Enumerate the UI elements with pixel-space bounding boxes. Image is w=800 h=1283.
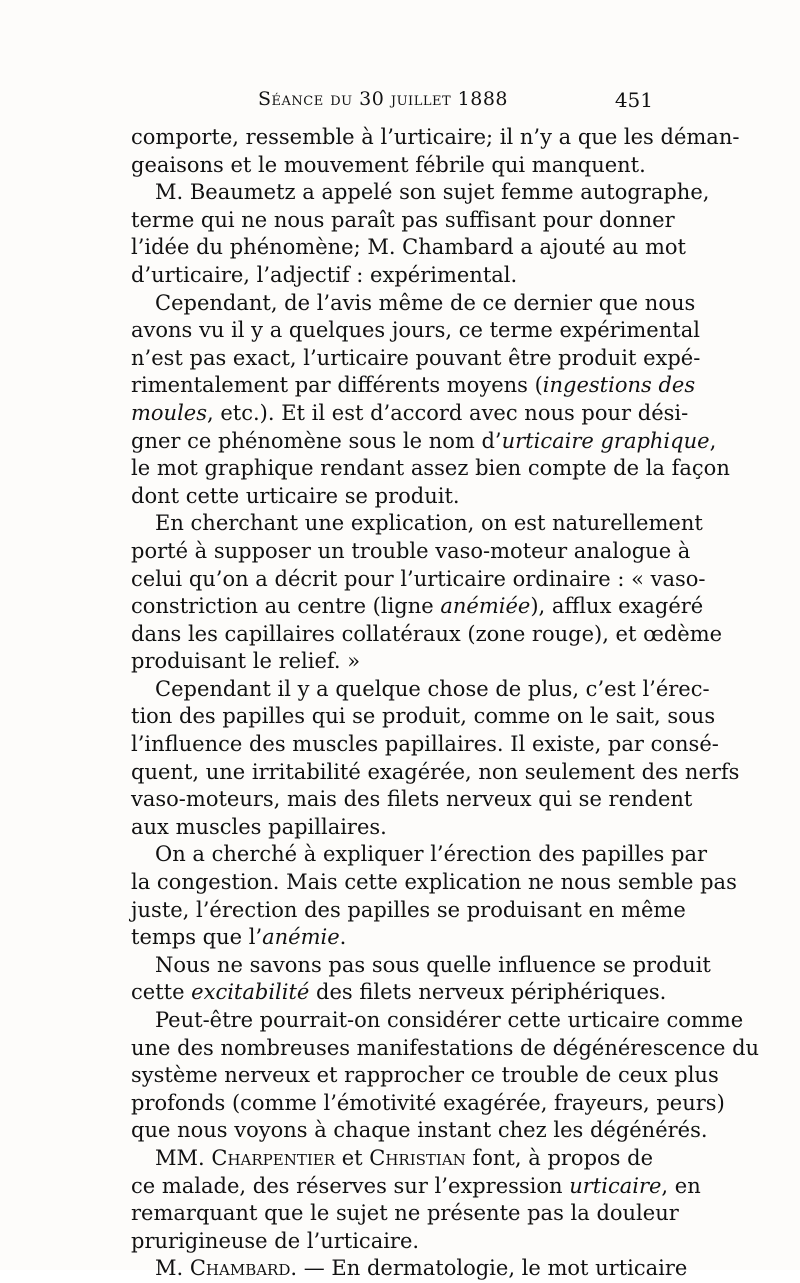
- running-head: [131, 88, 653, 118]
- italic-span: anémie: [262, 925, 340, 950]
- text-line: [131, 1062, 719, 1090]
- italic-span: excitabilité: [191, 980, 310, 1005]
- text-line: [131, 317, 700, 345]
- text-line: [131, 290, 696, 318]
- text-span: .: [339, 925, 347, 950]
- text-span: En cherchant une explication, on est naturellement: [155, 511, 703, 536]
- text-line: [131, 897, 686, 925]
- text-line: [131, 676, 710, 704]
- text-line: [131, 593, 704, 621]
- text-span: dans les capillaires collatéraux (zone rouge), et œdème: [131, 621, 723, 646]
- text-span: celui qu’on a décrit pour l’urticaire ordinaire : « vaso-: [131, 566, 706, 591]
- text-span: rimentalement par différents moyens (: [131, 373, 543, 398]
- text-line: [131, 1090, 725, 1118]
- text-line: [131, 1255, 688, 1283]
- text-span: geaisons et le mouvement fébrile qui manquent.: [131, 152, 646, 177]
- text-span: profonds (comme l’émotivité exagérée, frayeurs, peurs): [131, 1090, 725, 1115]
- text-span: et: [335, 1145, 370, 1170]
- text-span: produisant le relief. »: [131, 649, 361, 674]
- text-span: cette: [131, 980, 192, 1005]
- text-span: M.: [155, 1256, 190, 1281]
- text-line: [131, 1228, 653, 1256]
- text-line: [131, 648, 653, 676]
- text-line: [131, 455, 730, 483]
- text-span: aux muscles papillaires.: [131, 814, 387, 839]
- italic-span: urticaire: [569, 1173, 662, 1198]
- text-line: [131, 179, 710, 207]
- text-span: gner ce phénomène sous le nom d’: [131, 428, 502, 453]
- text-span: comporte, ressemble à l’urticaire; il n’y a que les déman-: [131, 125, 740, 149]
- text-line: [131, 1145, 653, 1173]
- text-span: temps que l’: [131, 925, 263, 950]
- text-span: M. Beaumetz a appelé son sujet femme autographe,: [155, 180, 710, 205]
- running-title-part: Séance du: [258, 88, 360, 110]
- text-span: On a cherché à expliquer l’érection des papilles par: [155, 842, 708, 867]
- text-span: ,: [709, 428, 717, 453]
- text-span: Cependant, de l’avis même de ce dernier que nous: [155, 290, 696, 315]
- text-line: [131, 841, 708, 869]
- text-span: remarquant que le sujet ne présente pas la douleur: [131, 1201, 679, 1226]
- italic-span: moules: [131, 400, 208, 425]
- italic-span: ingestions des: [542, 373, 696, 398]
- italic-span: urticaire graphique: [501, 428, 710, 453]
- text-span: l’influence des muscles papillaires. Il existe, par consé-: [131, 732, 719, 757]
- text-span: avons vu il y a quelques jours, ce terme expérimental: [131, 318, 700, 343]
- small-caps-name: Chambard: [189, 1256, 291, 1281]
- running-title: [258, 88, 508, 110]
- text-span: dont cette urticaire se produit.: [131, 483, 460, 508]
- running-title-part: juillet 1888: [390, 88, 509, 110]
- text-span: Cependant il y a quelque chose de plus, c’est l’érec-: [155, 676, 710, 701]
- text-span: vaso-moteurs, mais des filets nerveux qui se rendent: [131, 787, 693, 812]
- text-line: [131, 1035, 760, 1063]
- text-line: [131, 703, 716, 731]
- running-title-date: 30: [359, 88, 391, 110]
- text-span: MM.: [155, 1145, 212, 1170]
- text-span: des filets nerveux périphériques.: [309, 980, 667, 1005]
- text-span: Peut-être pourrait-on considérer cette urticaire comme: [155, 1008, 744, 1032]
- small-caps-name: Christian: [369, 1145, 466, 1170]
- text-line: [131, 262, 653, 290]
- text-line: [131, 1173, 701, 1201]
- text-line: [131, 786, 693, 814]
- text-line: [131, 372, 696, 400]
- text-span: Nous ne savons pas sous quelle influence se produit: [155, 952, 711, 977]
- text-line: [131, 869, 737, 897]
- text-span: prurigineuse de l’urticaire.: [131, 1228, 420, 1253]
- body-text: [131, 124, 760, 1283]
- text-span: que nous voyons à chaque instant chez les dégénérés.: [131, 1118, 708, 1143]
- text-line: [131, 207, 675, 235]
- text-span: juste, l’érection des papilles se produisant en même: [131, 897, 686, 922]
- text-span: quent, une irritabilité exagérée, non seulement des nerfs: [131, 759, 740, 784]
- text-line: [131, 1200, 679, 1228]
- text-line: [131, 814, 653, 842]
- italic-span: anémiée: [440, 594, 531, 619]
- text-span: ce malade, des réserves sur l’expression: [131, 1173, 570, 1198]
- text-line: [131, 400, 689, 428]
- text-line: [131, 1007, 744, 1035]
- text-span: tion des papilles qui se produit, comme on le sait, sous: [131, 704, 716, 729]
- text-line: [131, 979, 667, 1007]
- text-span: , en: [661, 1173, 701, 1198]
- text-span: porté à supposer un trouble vaso-moteur analogue à: [131, 538, 691, 563]
- text-line: [131, 345, 701, 373]
- page-number: 451: [614, 88, 653, 112]
- text-line: [131, 952, 711, 980]
- text-span: , etc.). Et il est d’accord avec nous pour dési-: [207, 400, 689, 425]
- text-span: la congestion. Mais cette explication ne nous semble pas: [131, 870, 737, 895]
- text-span: . — En dermatologie, le mot urticaire: [290, 1256, 688, 1281]
- text-span: une des nombreuses manifestations de dégénérescence du: [131, 1035, 760, 1060]
- text-line: [131, 483, 653, 511]
- text-line: [131, 731, 719, 759]
- text-span: le mot graphique rendant assez bien compte de la façon: [131, 456, 730, 481]
- text-line: [131, 124, 740, 152]
- text-line: [131, 510, 703, 538]
- text-span: constriction au centre (ligne: [131, 594, 441, 619]
- text-span: font, à propos de: [465, 1145, 653, 1170]
- text-span: terme qui ne nous paraît pas suffisant pour donner: [131, 207, 675, 232]
- text-line: [131, 566, 706, 594]
- text-span: ), afflux exagéré: [530, 594, 704, 619]
- small-caps-name: Charpentier: [211, 1145, 335, 1170]
- text-line: [131, 152, 653, 180]
- text-line: [131, 924, 653, 952]
- text-span: système nerveux et rapprocher ce trouble de ceux plus: [131, 1063, 719, 1088]
- text-line: [131, 759, 740, 787]
- text-line: [131, 621, 723, 649]
- text-span: l’idée du phénomène; M. Chambard a ajouté au mot: [131, 235, 686, 260]
- text-line: [131, 1117, 708, 1145]
- text-span: n’est pas exact, l’urticaire pouvant être produit expé-: [131, 345, 701, 370]
- text-line: [131, 428, 717, 456]
- text-line: [131, 538, 691, 566]
- text-span: d’urticaire, l’adjectif : expérimental.: [131, 262, 518, 287]
- text-line: [131, 234, 686, 262]
